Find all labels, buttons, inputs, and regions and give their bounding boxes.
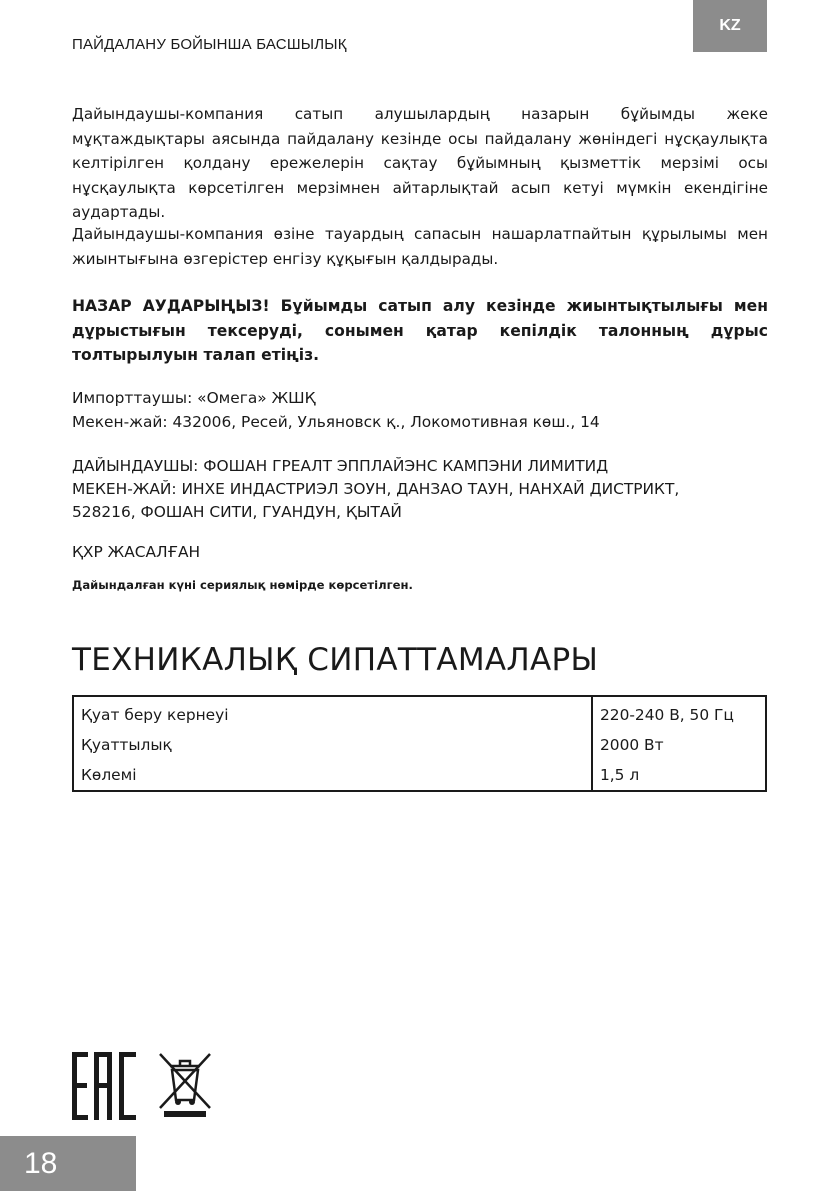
country-of-origin: ҚХР ЖАСАЛҒАН [72,543,201,561]
table-row [73,760,766,791]
spec-value: 2000 Вт [592,730,766,760]
rights-reserved-paragraph: Дайындаушы-компания өзіне тауардың сапасын нашарлатпайтын құрылымы мен жиынтығына өзгерістер енгізу құқығын қалдырады. [72,225,768,268]
spec-label: Көлемі [81,766,137,784]
specs-section-title: ТЕХНИКАЛЫҚ СИПАТТАМАЛАРЫ [72,642,599,678]
importer-name: Импорттаушы: «Омега» ЖШҚ [72,389,316,407]
importer-address: Мекен-жай: 432006, Ресей, Ульяновск қ., Локомотивная көш., 14 [72,413,600,431]
manufacturer-name: ДАЙЫНДАУШЫ: ФОШАН ГРЕАЛТ ЭППЛАЙЭНС КАМПЭНИ ЛИМИТИД [72,457,609,475]
attention-warning: НАЗАР АУДАРЫҢЫЗ! Бұйымды сатып алу кезінде жиынтықтылығы мен дұрыстығын тексеруді, сонымен қатар кепілдік талонның дұрыс толтырылуын талап етіңіз. [72,297,768,364]
weee-crossed-bin-icon [156,1052,214,1118]
page-number: 18 [0,1136,136,1191]
manufacture-date-note: Дайындалған күні сериялық нөмірде көрсетілген. [72,578,413,592]
spec-label: Қуат беру кернеуі [81,706,229,724]
spec-value: 220-240 В, 50 Гц [592,696,766,730]
manufacturer-address-line2: 528216, ФОШАН СИТИ, ГУАНДУН, ҚЫТАЙ [72,503,402,521]
spec-value: 1,5 л [592,760,766,791]
manufacturer-address-line1: МЕКЕН-ЖАЙ: ИНХЕ ИНДАСТРИЭЛ ЗОУН, ДАНЗАО ТАУН, НАНХАЙ ДИСТРИКТ, [72,480,680,498]
manufacturer-notice-paragraph: Дайындаушы-компания сатып алушылардың назарын бұйымды жеке мұқтаждықтары аясында пайдалану кезінде осы пайдалану жөніндегі нұсқаулықта келтірілген қолдану ережелерін сақтау бұйымның қызметтік мерзімі осы нұсқаулықта көрсетілген мерзімнен айтарлықтай асып кетуі мүмкін екендігіне аудартады. [72,105,768,221]
spec-label: Қуаттылық [81,736,172,754]
table-row [73,730,766,760]
table-row [73,696,766,730]
document-header-title: ПАЙДАЛАНУ БОЙЫНША БАСШЫЛЫҚ [72,36,347,53]
language-badge: KZ [693,0,767,52]
eac-mark [72,1052,136,1120]
specs-table [72,695,767,792]
